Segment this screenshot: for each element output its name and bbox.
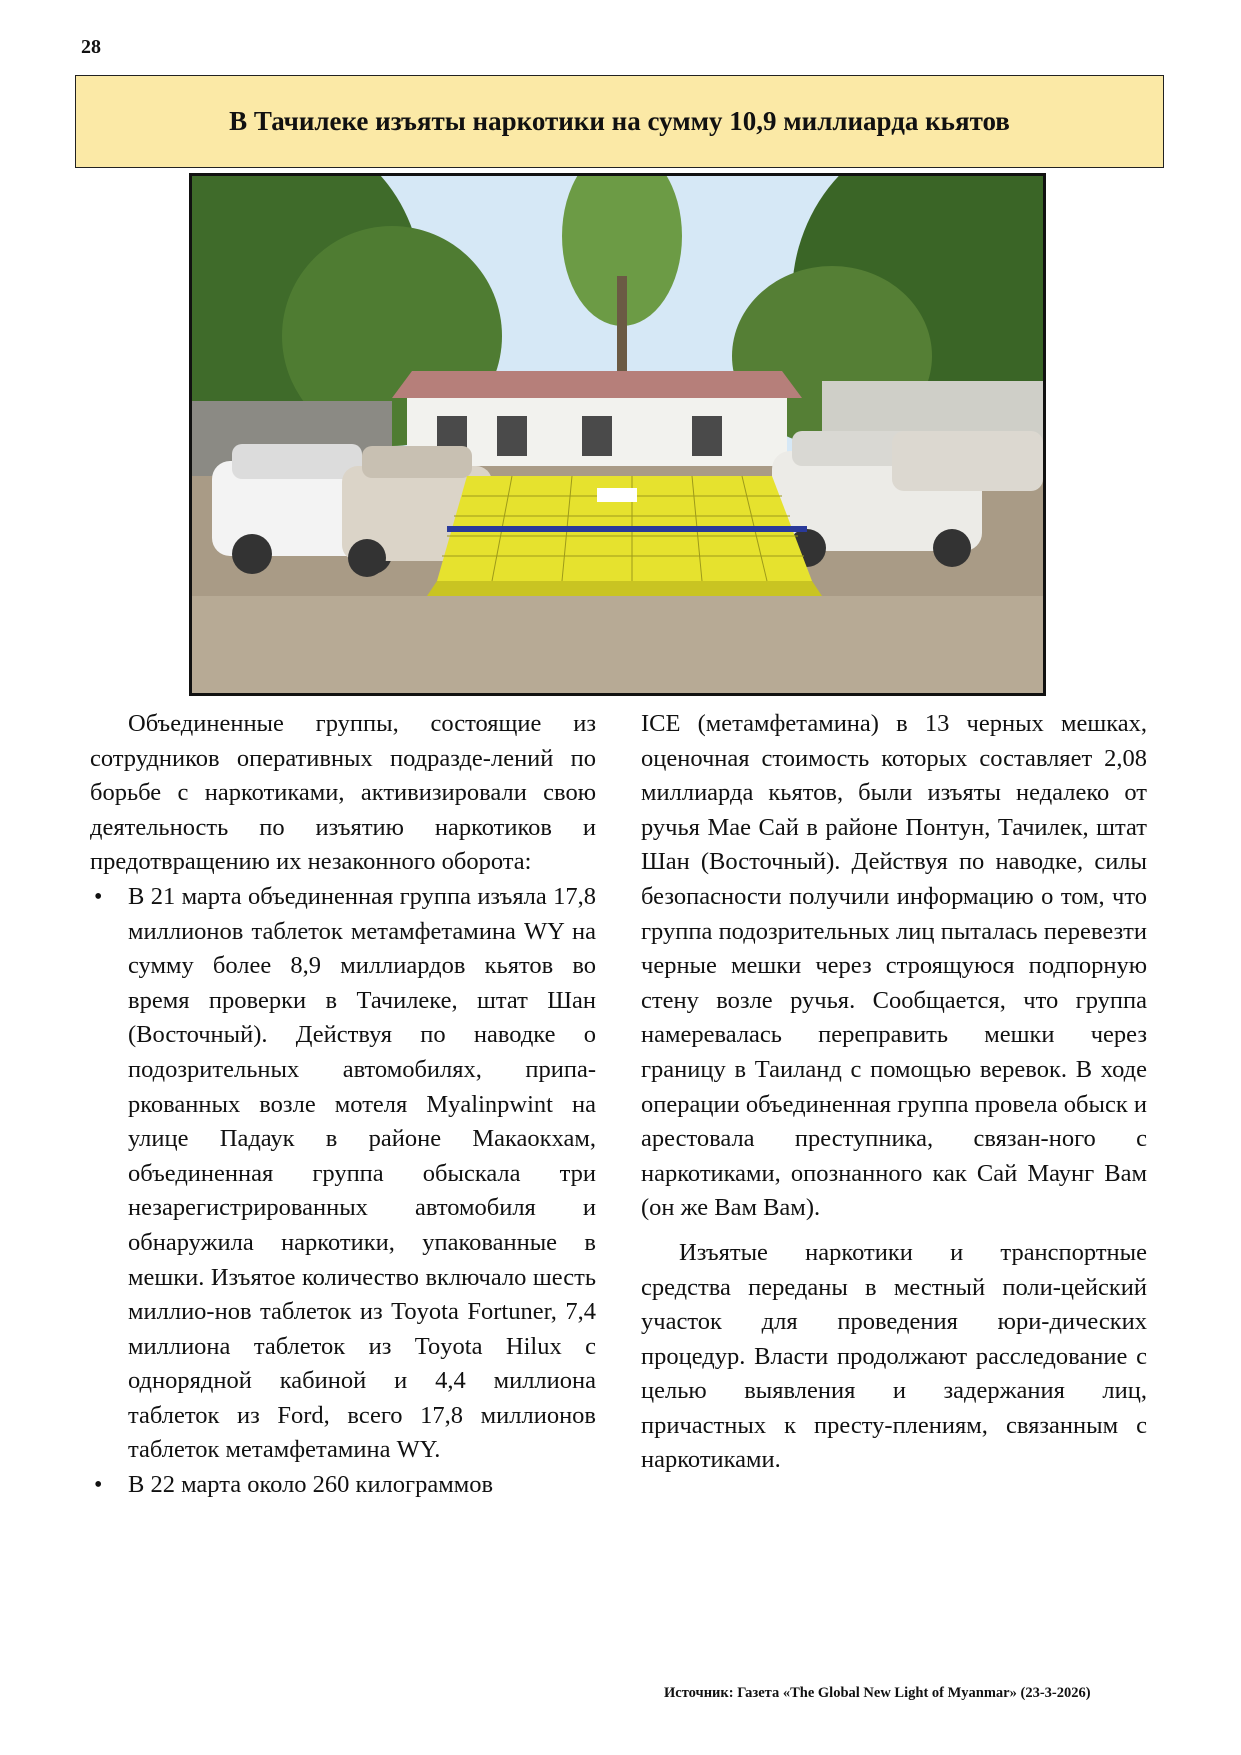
continuation-paragraph: ICE (метамфетамина) в 13 черных мешках, оценочная стоимость которых составляет 2,08 миллиарда кьятов, были изъяты недалеко от ручья Мае Сай в районе Понтун, Тачилек, штат Шан (Восточный). Действуя по наводке, силы безопасности получили информацию о том, что группа подозрительных лиц пыталась перевезти черные мешки через строящуюся подпорную стену возле ручья. Сообщается, что группа намеревалась переправить мешки через границу в Таиланд с помощью веревок. В ходе операции объединенная группа провела обыск и арестовала преступника, связан-ного с наркотиками, опознанного как Сай Маунг Вам (он же Вам Вам).	[641, 710, 1147, 1222]
right-column	[641, 707, 1147, 1478]
title-box	[75, 75, 1164, 168]
closing-paragraph: Изъятые наркотики и транспортные средства переданы в местный поли-цейский участок для проведения юри-дических процедур. Власти продолжают расследование с целью выявления и задержания лиц, причастных к престу-плениям, связанным с наркотиками.	[641, 1238, 1147, 1474]
intro-paragraph: Объединенные группы, состоящие из сотрудников оперативных подразде-лений по борьбе с наркотиками, активизировали свою деятельность по изъятию наркотиков и предотвращению их незаконного оборота:	[90, 710, 596, 876]
bullet-icon: •	[94, 1472, 103, 1499]
article-title: В Тачилеке изъяты наркотики на сумму 10,9 миллиарда кьятов	[229, 106, 1010, 136]
bullet-text: В 22 марта около 260 килограммов	[128, 1471, 494, 1499]
page-number: 28	[81, 36, 101, 58]
source-credit: Источник: Газета «The Global New Light of Myanmar» (23-3-2026)	[664, 1685, 1091, 1701]
bullet-item	[90, 1468, 596, 1503]
bullet-icon: •	[94, 883, 103, 910]
bullet-list	[90, 880, 596, 1503]
photo-illustration	[192, 176, 1043, 693]
bullet-item	[90, 880, 596, 1468]
article-photo	[189, 173, 1046, 696]
bullet-text: В 21 марта объединенная группа изъяла 17,8 миллионов таблеток метамфетамина WY на сумму более 8,9 миллиардов кьятов во время проверки в Тачилеке, штат Шан (Восточный). Действуя по наводке о подозрительных автомобилях, припа-ркованных возле мотеля Myalinpwint на улице Падаук в районе Макаокхам, объединенная группа обыскала три незарегистрированных автомобиля и обнаружила наркотики, упакованные в мешки. Изъятое количество включало шесть миллио-нов таблеток из Toyota Fortuner, 7,4 миллиона таблеток из Toyota Hilux с однорядной кабиной и 4,4 миллиона таблеток из Ford, всего 17,8 миллионов таблеток метамфетамина WY.	[128, 882, 596, 1464]
left-column	[90, 707, 596, 1503]
